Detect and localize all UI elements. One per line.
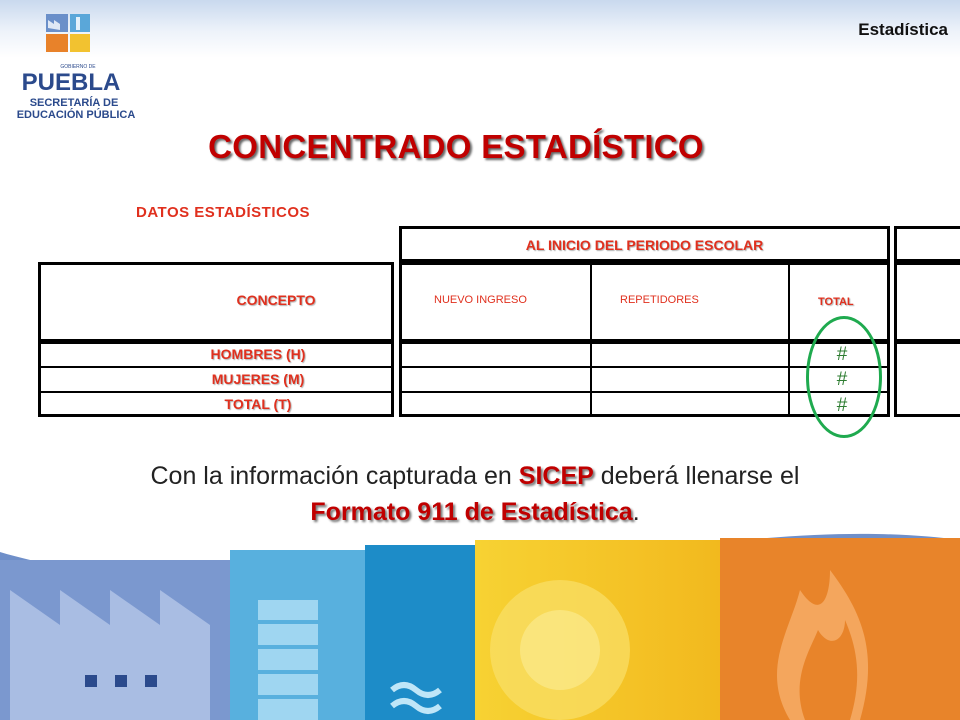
instruction-period: .: [632, 498, 640, 526]
col-divider: [590, 341, 592, 417]
row-total-hombres: #: [836, 344, 848, 365]
svg-text:GOBIERNO DE: GOBIERNO DE: [60, 64, 96, 70]
col-total: TOTAL: [818, 296, 854, 308]
section-label: Estadística: [858, 20, 948, 39]
row-total-mujeres: #: [836, 369, 848, 390]
formato-911-label: Formato 911 de Estadística: [310, 498, 633, 526]
instruction-part1: Con la información capturada en: [150, 462, 519, 490]
sicep-label: SICEP: [518, 462, 594, 490]
puebla-sep-logo: [8, 8, 148, 128]
col-repetidores: REPETIDORES: [620, 294, 699, 306]
row-label-total: TOTAL (T): [224, 396, 292, 412]
svg-text:PUEBLA: PUEBLA: [21, 69, 121, 96]
row-divider: [38, 391, 394, 393]
next-group-cell: [894, 226, 960, 262]
col-nuevo-ingreso: NUEVO INGRESO: [434, 294, 527, 306]
group-header-label: AL INICIO DEL PERIODO ESCOLAR: [525, 237, 764, 253]
next-column-header-cell: [894, 262, 960, 342]
col-divider: [788, 341, 790, 417]
row-divider: [38, 366, 394, 368]
row-label-mujeres: MUJERES (M): [211, 371, 305, 387]
next-values-cell: [894, 341, 960, 417]
svg-text:EDUCACIÓN PÚBLICA: EDUCACIÓN PÚBLICA: [16, 109, 136, 121]
decorative-banner: [0, 530, 960, 720]
page-title: CONCENTRADO ESTADÍSTICO: [208, 128, 704, 165]
instruction-text: [30, 458, 920, 530]
row-total-total: #: [836, 395, 848, 416]
col-divider: [788, 262, 790, 342]
total-highlight-oval: [806, 316, 882, 438]
instruction-part2: deberá llenarse el: [593, 462, 800, 490]
datos-estadisticos-label: DATOS ESTADÍSTICOS: [136, 204, 311, 221]
col-divider: [590, 262, 592, 342]
concept-header-label: CONCEPTO: [236, 292, 316, 308]
svg-text:SECRETARÍA DE: SECRETARÍA DE: [29, 97, 119, 109]
row-label-hombres: HOMBRES (H): [210, 346, 306, 362]
